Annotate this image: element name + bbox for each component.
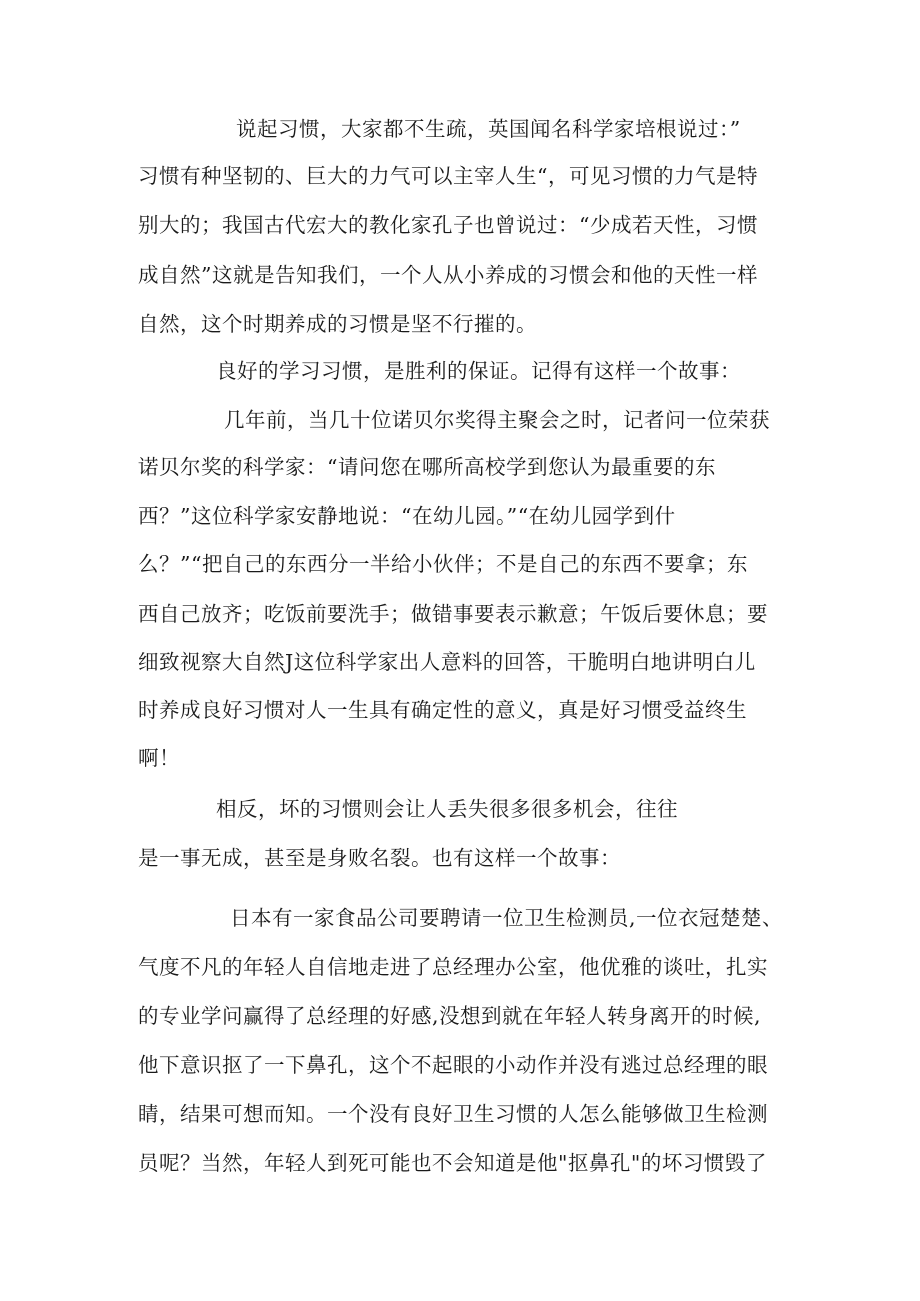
text-line: 成自然”这就是告知我们，一个人从小养成的习惯会和他的天性一样 bbox=[138, 263, 758, 287]
text-line: 么？”“把自己的东西分一半给小伙伴；不是自己的东西不要拿；东 bbox=[138, 552, 748, 576]
text-line: 相反，坏的习惯则会让人丢失很多很多机会，往往 bbox=[216, 797, 678, 821]
text-line: 气度不凡的年轻人自信地走进了总经理办公室，他优雅的谈吐，扎实 bbox=[138, 955, 768, 979]
text-line: 诺贝尔奖的科学家：“请问您在哪所高校学到您认为最重要的东 bbox=[138, 455, 716, 479]
text-line: 别大的；我国古代宏大的教化家孔子也曾说过：“少成若天性，习惯 bbox=[138, 213, 758, 237]
text-line: 日本有一家食品公司要聘请一位卫生检测员,一位衣冠楚楚、 bbox=[230, 906, 784, 930]
text-line: 西自己放齐；吃饭前要洗手；做错事要表示歉意；午饭后要休息；要 bbox=[138, 602, 768, 626]
text-line: 睛，结果可想而知。一个没有良好卫生习惯的人怎么能够做卫生检测 bbox=[138, 1102, 768, 1126]
text-line: 他下意识抠了一下鼻孔，这个不起眼的小动作并没有逃过总经理的眼 bbox=[138, 1053, 768, 1077]
text-line: 员呢？当然，年轻人到死可能也不会知道是他"抠鼻孔"的坏习惯毁了 bbox=[138, 1151, 767, 1175]
text-line: 自然，这个时期养成的习惯是坚不行摧的。 bbox=[138, 312, 537, 336]
text-line: 西？”这位科学家安静地说：“在幼儿园。”“在幼儿园学到什 bbox=[138, 504, 676, 528]
text-line: 的专业学问赢得了总经理的好感,没想到就在年轻人转身离开的时候, bbox=[138, 1004, 762, 1028]
text-line: 细致视察大自然J这位科学家出人意料的回答，干脆明白地讲明白儿 bbox=[138, 650, 756, 674]
text-line: 时养成良好习惯对人一生具有确定性的意义，真是好习惯受益终生 bbox=[138, 698, 747, 722]
text-line: 说起习惯，大家都不生疏，英国闻名科学家培根说过：” bbox=[236, 117, 741, 141]
text-line: 良好的学习习惯，是胜利的保证。记得有这样一个故事： bbox=[216, 359, 741, 383]
text-line: 是一事无成，甚至是身败名裂。也有这样一个故事： bbox=[138, 846, 621, 870]
text-line: 习惯有种坚韧的、巨大的力气可以主宰人生“，可见习惯的力气是特 bbox=[138, 164, 758, 188]
text-line: 几年前，当几十位诺贝尔奖得主聚会之时，记者问一位荣获 bbox=[224, 408, 770, 432]
text-line: 啊！ bbox=[138, 746, 180, 770]
